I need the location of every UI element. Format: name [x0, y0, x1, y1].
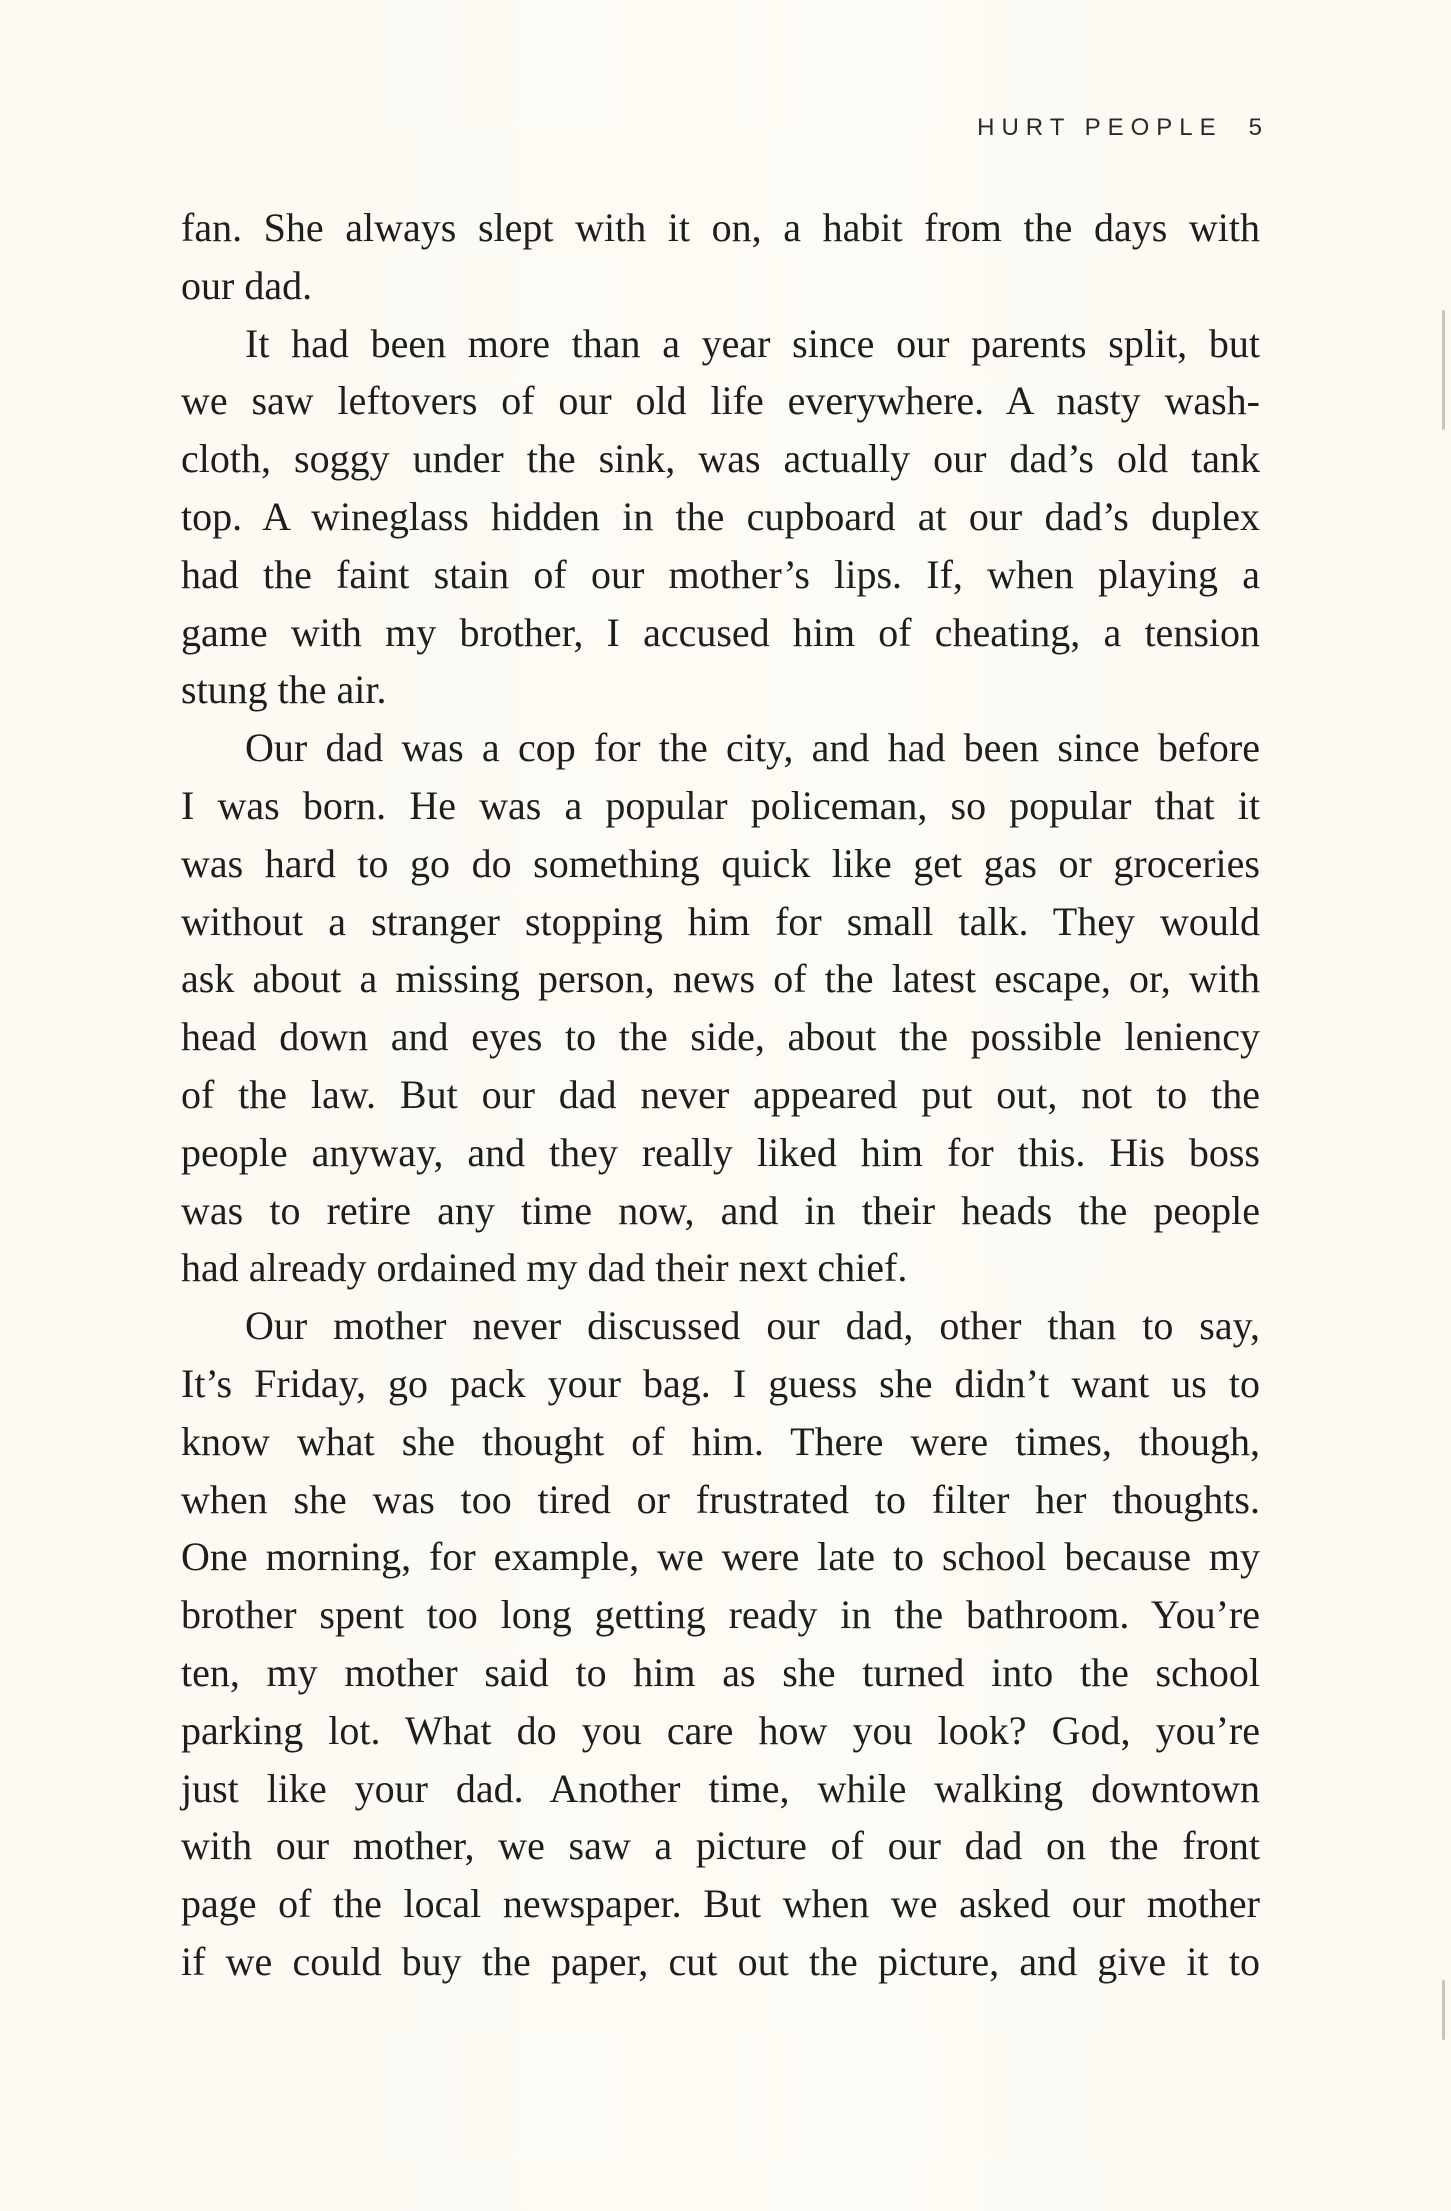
paragraph — [181, 719, 1260, 1297]
page-edge-shadow — [1442, 310, 1445, 430]
text-line: brother spent too long getting ready in the bathroom. You’re — [181, 1592, 1260, 1638]
text-line: know what she thought of him. There were times, though, — [181, 1418, 1260, 1464]
text-line: It had been more than a year since our parents split, but — [245, 320, 1260, 366]
text-line: was to retire any time now, and in their heads the people — [181, 1187, 1260, 1233]
text-line: we saw leftovers of our old life everywhere. A nasty wash- — [181, 378, 1260, 424]
text-line: Our dad was a cop for the city, and had been since before — [245, 725, 1260, 771]
text-line: ask about a missing person, news of the latest escape, or, with — [181, 956, 1260, 1002]
text-line: people anyway, and they really liked him for this. His boss — [181, 1129, 1260, 1175]
text-line: if we could buy the paper, cut out the picture, and give it to — [181, 1938, 1260, 1984]
paragraph — [181, 199, 1260, 315]
text-line: stung the air. — [181, 667, 387, 713]
text-line: without a stranger stopping him for small talk. They would — [181, 898, 1260, 944]
body-text — [181, 199, 1260, 1991]
text-line: parking lot. What do you care how you look? God, you’re — [181, 1707, 1260, 1753]
paragraph — [181, 315, 1260, 720]
text-line: page of the local newspaper. But when we asked our mother — [181, 1881, 1260, 1927]
text-line: fan. She always slept with it on, a habit from the days with — [181, 205, 1260, 250]
text-line: One morning, for example, we were late to school because my — [181, 1534, 1260, 1580]
text-line: top. A wineglass hidden in the cupboard at our dad’s duplex — [181, 493, 1260, 539]
running-head — [180, 114, 1262, 142]
paragraph — [181, 1297, 1260, 1991]
running-title: HURT PEOPLE — [977, 114, 1223, 141]
text-line: game with my brother, I accused him of cheating, a tension — [181, 609, 1260, 655]
text-line: It’s Friday, go pack your bag. I guess she didn’t want us to — [181, 1360, 1260, 1406]
page-number: 5 — [1248, 114, 1262, 141]
page-edge-shadow — [1442, 1980, 1445, 2040]
text-line: I was born. He was a popular policeman, so popular that it — [181, 782, 1260, 828]
text-line: just like your dad. Another time, while walking downtown — [181, 1765, 1260, 1811]
text-line: head down and eyes to the side, about the possible leniency — [181, 1014, 1260, 1060]
text-line: cloth, soggy under the sink, was actually our dad’s old tank — [181, 436, 1260, 482]
text-line: our dad. — [181, 262, 313, 308]
text-line: Our mother never discussed our dad, other than to say, — [245, 1303, 1260, 1349]
text-line: when she was too tired or frustrated to filter her thoughts. — [181, 1476, 1260, 1522]
text-line: of the law. But our dad never appeared put out, not to the — [181, 1071, 1260, 1117]
text-line: with our mother, we saw a picture of our dad on the front — [181, 1823, 1260, 1869]
text-line: ten, my mother said to him as she turned into the school — [181, 1649, 1260, 1695]
text-line: was hard to go do something quick like get gas or groceries — [181, 840, 1260, 886]
text-line: had the faint stain of our mother’s lips. If, when playing a — [181, 551, 1260, 597]
text-line: had already ordained my dad their next chief. — [181, 1245, 908, 1291]
